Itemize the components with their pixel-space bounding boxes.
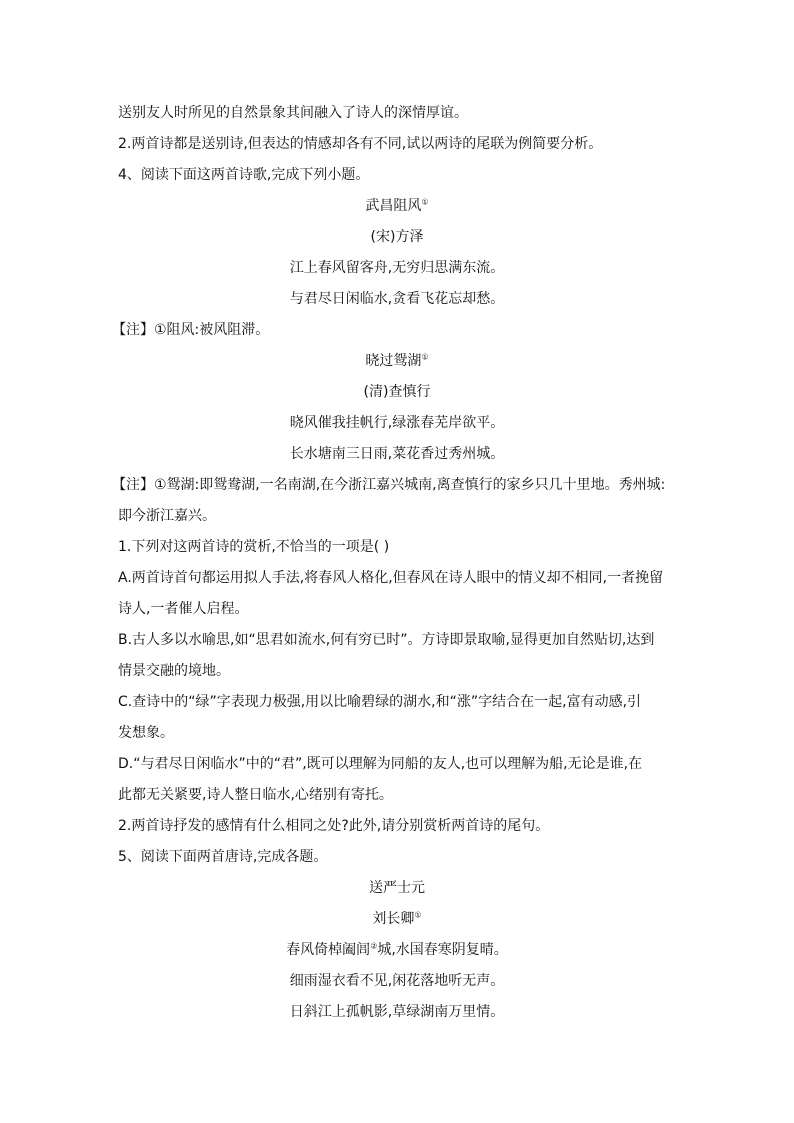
poem2-author: (清)查慎行 <box>363 384 431 400</box>
poem1-line-1: 江上春风留客舟,无穷归思满东流。 <box>289 260 505 276</box>
poem2-note-line-1: 【注】①鸳湖:即鸳鸯湖,一名南湖,在今浙江嘉兴城南,离查慎行的家乡只几十里地。秀州城: <box>112 477 666 493</box>
option-d-line-1: D.“与君尽日闲临水”中的“君”,既可以理解为同船的友人,也可以理解为船,无论是谁,在 <box>118 756 643 772</box>
poem1-note-marker: ① <box>421 197 429 207</box>
poem1-line-2: 与君尽日闲临水,贪看飞花忘却愁。 <box>289 291 505 307</box>
q5-poem-line-1 <box>0 941 794 959</box>
poem2-note-marker: ① <box>421 352 429 362</box>
q5-heading: 5、阅读下面两首唐诗,完成各题。 <box>118 849 328 865</box>
poem1-note: 【注】①阻风:被风阻滞。 <box>112 322 270 338</box>
option-c-line-1: C.查诗中的“绿”字表现力极强,用以比喻碧绿的湖水,和“涨”字结合在一起,富有动感,引 <box>118 694 642 710</box>
poem1-title-text: 武昌阻风 <box>365 198 422 214</box>
option-b-line-1: B.古人多以水喻思,如“思君如流水,何有穷已时”。方诗即景取喻,显得更加自然贴切,达到 <box>118 632 655 648</box>
poem1-title <box>0 197 794 215</box>
q4-heading: 4、阅读下面这两首诗歌,完成下列小题。 <box>118 167 370 183</box>
q3-question-2: 2.两首诗都是送别诗,但表达的情感却各有不同,试以两诗的尾联为例简要分析。 <box>118 136 603 152</box>
q5-poem-title: 送严士元 <box>369 880 425 896</box>
q5-author-note-marker: ① <box>414 910 422 920</box>
poem2-note-line-2: 即今浙江嘉兴。 <box>118 508 216 524</box>
q3-analysis-tail: 送别友人时所见的自然景象其间融入了诗人的深情厚谊。 <box>118 105 468 121</box>
poem2-title <box>0 352 794 370</box>
option-a-line-2: 诗人,一者催人启程。 <box>118 601 249 617</box>
option-b-line-2: 情景交融的境地。 <box>118 663 230 679</box>
q5-poem-line-3: 日斜江上孤帆影,草绿湖南万里情。 <box>289 1004 505 1020</box>
q5-line-note-marker: ② <box>370 941 378 951</box>
option-c-line-2: 发想象。 <box>118 725 174 741</box>
poem1-author: (宋)方泽 <box>370 229 424 245</box>
q4-question-2: 2.两首诗抒发的感情有什么相同之处?此外,请分别赏析两首诗的尾句。 <box>118 818 550 834</box>
option-a-line-1: A.两首诗首句都运用拟人手法,将春风人格化,但春风在诗人眼中的情义却不相同,一者挽留 <box>118 570 664 586</box>
q5-poem-line-2: 细雨湿衣看不见,闲花落地听无声。 <box>289 973 505 989</box>
q4-question-1-stem: 1.下列对这两首诗的赏析,不恰当的一项是( ) <box>118 539 390 555</box>
poem2-title-text: 晓过鸳湖 <box>365 353 422 369</box>
q5-poem-line-1-start: 春风倚棹阖闾 <box>286 942 371 958</box>
poem2-line-1: 晓风催我挂帆行,绿涨春芜岸欲平。 <box>289 415 505 431</box>
q5-poem-author-name: 刘长卿 <box>372 911 415 927</box>
q5-poem-line-1-end: 城,水国春寒阴复晴。 <box>377 942 508 958</box>
option-d-line-2: 此都无关紧要,诗人整日临水,心绪别有寄托。 <box>118 787 393 803</box>
poem2-line-2: 长水塘南三日雨,菜花香过秀州城。 <box>289 446 505 462</box>
q5-poem-author <box>0 910 794 928</box>
